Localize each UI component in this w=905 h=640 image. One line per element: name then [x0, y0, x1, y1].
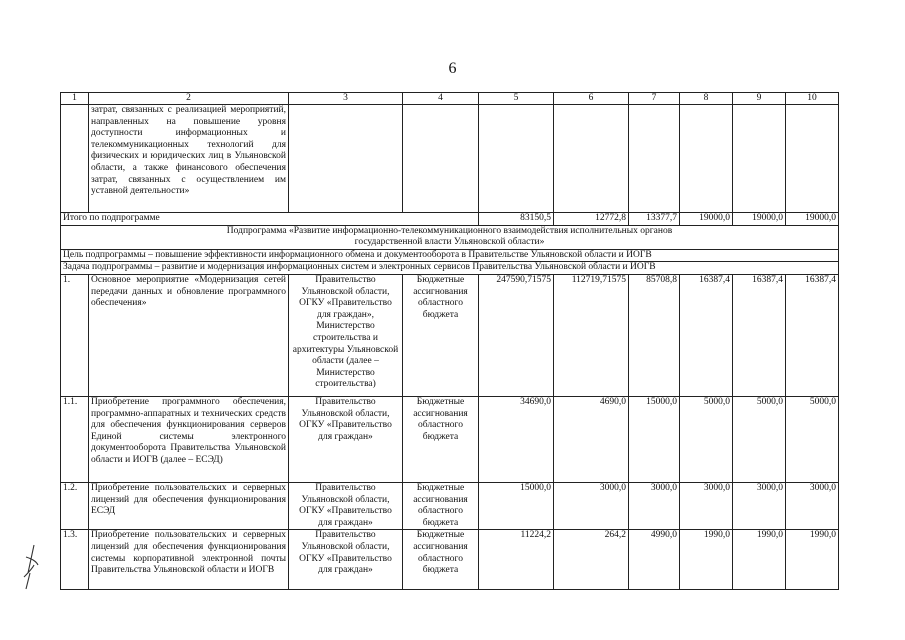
activity-name: Приобретение программного обеспечения, программно-аппаратных и технических средств для обеспечения функционирования серверов Единой системы электронного документооборота Правительства Ульяновской области и ИОГВ (далее – ЕСЭД): [89, 396, 289, 482]
budget-table: [60, 92, 839, 590]
row-number: 1.3.: [61, 530, 89, 590]
table-row: [61, 530, 839, 590]
table-row: [61, 396, 839, 482]
executor: Правительство Ульяновской области, ОГКУ «Правительство для граждан», Министерство строительства и архитектуры Ульяновской области (далее – Министерство строительства): [289, 274, 403, 396]
goal-row: [61, 249, 839, 262]
amount-cell: 264,2: [554, 530, 629, 590]
executor: Правительство Ульяновской области, ОГКУ «Правительство для граждан»: [289, 482, 403, 529]
amount-cell: 1990,0: [680, 530, 733, 590]
amount-cell: 85708,8: [629, 274, 680, 396]
amount-cell: 112719,71575: [554, 274, 629, 396]
subtotal-value: 83150,5: [479, 213, 554, 226]
amount-cell: 34690,0: [479, 396, 554, 482]
column-number: 9: [733, 93, 786, 105]
activity-name: Приобретение пользовательских и серверных лицензий для обеспечения функционирования ЕСЭД: [89, 482, 289, 529]
amount-cell: 5000,0: [786, 396, 839, 482]
row-number: 1.1.: [61, 396, 89, 482]
subtotal-label: Итого по подпрограмме: [61, 213, 479, 226]
amount-cell: 3000,0: [680, 482, 733, 529]
amount-cell: 3000,0: [733, 482, 786, 529]
subtotal-value: 12772,8: [554, 213, 629, 226]
amount-cell: 1990,0: [786, 530, 839, 590]
subtotal-value: 19000,0: [680, 213, 733, 226]
subtotal-value: 19000,0: [786, 213, 839, 226]
subprogram-title: Подпрограмма «Развитие информационно-телекоммуникационного взаимодействия исполнительных органов государственной власти Ульяновской области»: [61, 225, 839, 249]
amount-cell: 15000,0: [479, 482, 554, 529]
column-number: 4: [403, 93, 479, 105]
subtotal-value: 13377,7: [629, 213, 680, 226]
row-number: 1.: [61, 274, 89, 396]
activity-name: Приобретение пользовательских и серверных лицензий для обеспечения функционирования системы корпоративной электронной почты Правительства Ульяновской области и ИОГВ: [89, 530, 289, 590]
amount-cell: 1990,0: [733, 530, 786, 590]
amount-cell: 5000,0: [680, 396, 733, 482]
amount-cell: 16387,4: [786, 274, 839, 396]
column-number: 3: [289, 93, 403, 105]
amount-cell: 16387,4: [680, 274, 733, 396]
column-number: 7: [629, 93, 680, 105]
column-number: 2: [89, 93, 289, 105]
continuation-text: затрат, связанных с реализацией мероприятий, направленных на повышение уровня доступности информационных и телекоммуникационных технологий для физических и юридических лиц в Ульяновской области, а также финансового обеспечения затрат, связанных с осуществлением им уставной деятельности»: [89, 105, 289, 213]
task-row: [61, 262, 839, 275]
amount-cell: 11224,2: [479, 530, 554, 590]
amount-cell: 3000,0: [554, 482, 629, 529]
funding-source: Бюджетные ассигнования областного бюджета: [403, 396, 479, 482]
column-number-header-row: [61, 93, 839, 105]
table-row: [61, 482, 839, 529]
row-number: 1.2.: [61, 482, 89, 529]
amount-cell: 15000,0: [629, 396, 680, 482]
amount-cell: 247590,71575: [479, 274, 554, 396]
subtotal-row: [61, 213, 839, 226]
executor: Правительство Ульяновской области, ОГКУ «Правительство для граждан»: [289, 530, 403, 590]
subtotal-value: 19000,0: [733, 213, 786, 226]
column-number: 1: [61, 93, 89, 105]
amount-cell: 3000,0: [629, 482, 680, 529]
page-number: 6: [448, 60, 457, 77]
subprogram-goal: Цель подпрограммы – повышение эффективности информационного обмена и документооборота в Правительстве Ульяновской области и ИОГВ: [61, 249, 839, 262]
funding-source: Бюджетные ассигнования областного бюджета: [403, 482, 479, 529]
funding-source: Бюджетные ассигнования областного бюджета: [403, 530, 479, 590]
continuation-row: [61, 105, 839, 213]
amount-cell: 3000,0: [786, 482, 839, 529]
column-number: 6: [554, 93, 629, 105]
column-number: 10: [786, 93, 839, 105]
subprogram-title-row: [61, 225, 839, 249]
amount-cell: 16387,4: [733, 274, 786, 396]
column-number: 5: [479, 93, 554, 105]
executor: Правительство Ульяновской области, ОГКУ «Правительство для граждан»: [289, 396, 403, 482]
table-row: [61, 274, 839, 396]
amount-cell: 4990,0: [629, 530, 680, 590]
funding-source: Бюджетные ассигнования областного бюджета: [403, 274, 479, 396]
activity-name: Основное мероприятие «Модернизация сетей передачи данных и обновление программного обеспечения»: [89, 274, 289, 396]
amount-cell: 4690,0: [554, 396, 629, 482]
column-number: 8: [680, 93, 733, 105]
subprogram-task: Задача подпрограммы – развитие и модернизация информационных систем и электронных сервисов Правительства Ульяновской области и ИОГВ: [61, 262, 839, 275]
handwritten-signature-mark: [20, 543, 44, 591]
amount-cell: 5000,0: [733, 396, 786, 482]
